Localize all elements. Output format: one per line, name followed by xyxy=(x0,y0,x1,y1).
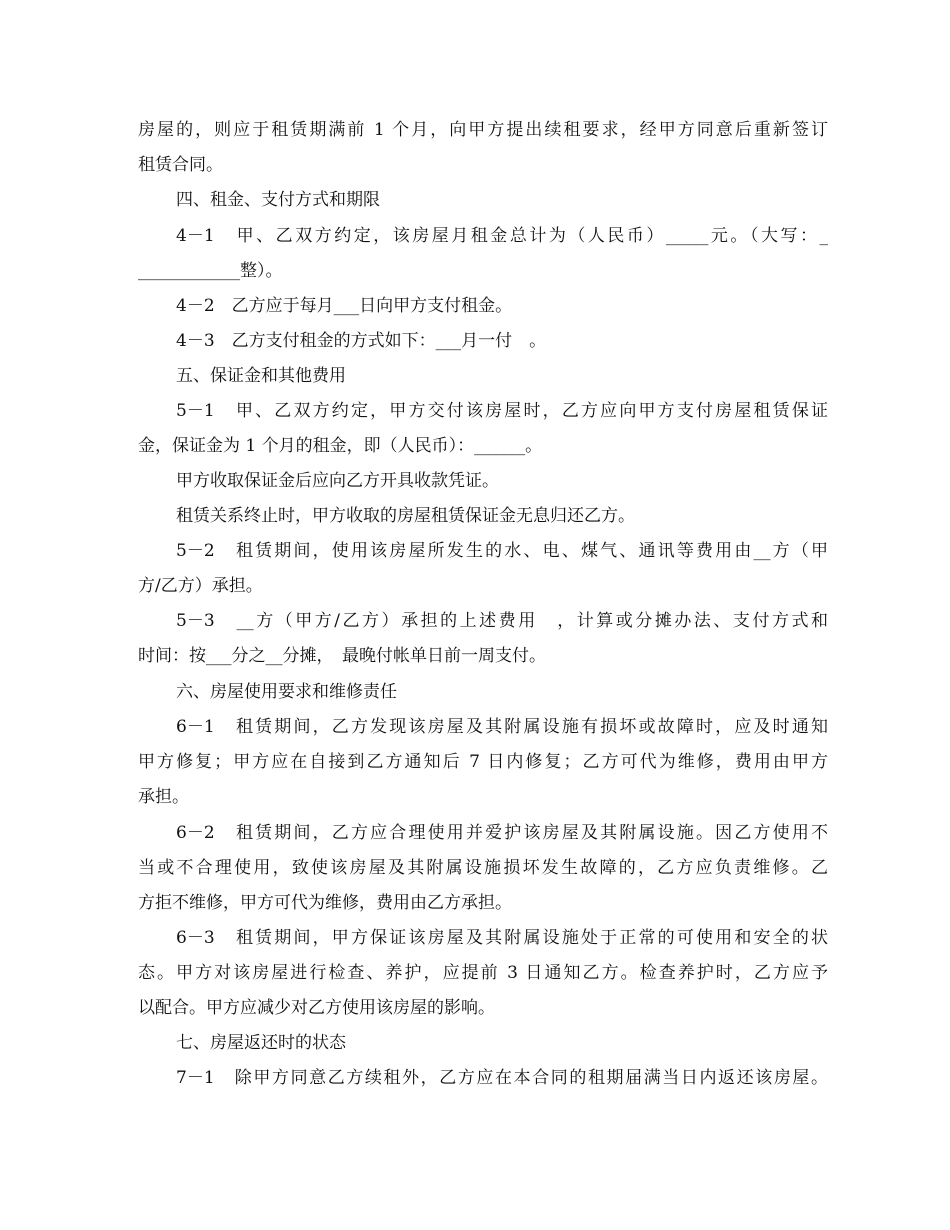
clause-line: 5－3 __方（甲方/乙方）承担的上述费用 ，计算或分摊办法、支付方式和 xyxy=(176,611,828,631)
clause-line: 6－2 租赁期间，乙方应合理使用并爱护该房屋及其附属设施。因乙方使用不 xyxy=(176,823,828,843)
paragraph-line: 方拒不维修，甲方可代为维修，费用由乙方承担。 xyxy=(138,893,512,913)
section-heading: 四、租金、支付方式和期限 xyxy=(176,190,380,210)
paragraph-line: 当或不合理使用，致使该房屋及其附属设施损坏发生故障的，乙方应负责维修。乙 xyxy=(138,858,828,878)
paragraph-line: 租赁关系终止时，甲方收取的房屋租赁保证金无息归还乙方。 xyxy=(176,506,635,526)
clause-line: 6－3 租赁期间，甲方保证该房屋及其附属设施处于正常的可使用和安全的状 xyxy=(176,928,828,948)
section-heading: 五、保证金和其他费用 xyxy=(176,366,346,386)
paragraph-line: 时间：按___分之__分摊， 最晚付帐单日前一周支付。 xyxy=(138,646,546,666)
section-heading: 六、房屋使用要求和维修责任 xyxy=(176,682,397,702)
clause-line: 4－3 乙方支付租金的方式如下：___月一付 。 xyxy=(176,331,547,351)
clause-line: 4－2 乙方应于每月___日向甲方支付租金。 xyxy=(176,296,513,316)
paragraph-line: 房屋的，则应于租赁期满前 1 个月，向甲方提出续租要求，经甲方同意后重新签订 xyxy=(138,120,828,140)
paragraph-line: 金，保证金为 1 个月的租金，即（人民币）：______。 xyxy=(138,436,543,456)
paragraph-line: 以配合。甲方应减少对乙方使用该房屋的影响。 xyxy=(138,998,495,1018)
clause-line: 5－2 租赁期间，使用该房屋所发生的水、电、煤气、通讯等费用由__方（甲 xyxy=(176,541,828,561)
paragraph-line: 租赁合同。 xyxy=(138,155,223,175)
clause-line: 5－1 甲、乙双方约定，甲方交付该房屋时，乙方应向甲方支付房屋租赁保证 xyxy=(176,401,828,421)
paragraph-line: 甲方修复；甲方应在自接到乙方通知后 7 日内修复；乙方可代为维修，费用由甲方 xyxy=(138,752,828,772)
section-heading: 七、房屋返还时的状态 xyxy=(176,1033,346,1053)
paragraph-line: 态。甲方对该房屋进行检查、养护，应提前 3 日通知乙方。检查养护时，乙方应予 xyxy=(138,963,828,983)
paragraph-line: ____________整）。 xyxy=(138,261,283,281)
clause-line: 7－1 除甲方同意乙方续租外，乙方应在本合同的租期届满当日内返还该房屋。 xyxy=(176,1068,828,1088)
paragraph-line: 方/乙方）承担。 xyxy=(138,576,263,596)
paragraph-line: 承担。 xyxy=(138,787,189,807)
clause-line: 4－1 甲、乙双方约定，该房屋月租金总计为（人民币）_____元。（大写：_ xyxy=(176,226,828,246)
paragraph-line: 甲方收取保证金后应向乙方开具收款凭证。 xyxy=(176,471,499,491)
clause-line: 6－1 租赁期间，乙方发现该房屋及其附属设施有损坏或故障时，应及时通知 xyxy=(176,717,828,737)
